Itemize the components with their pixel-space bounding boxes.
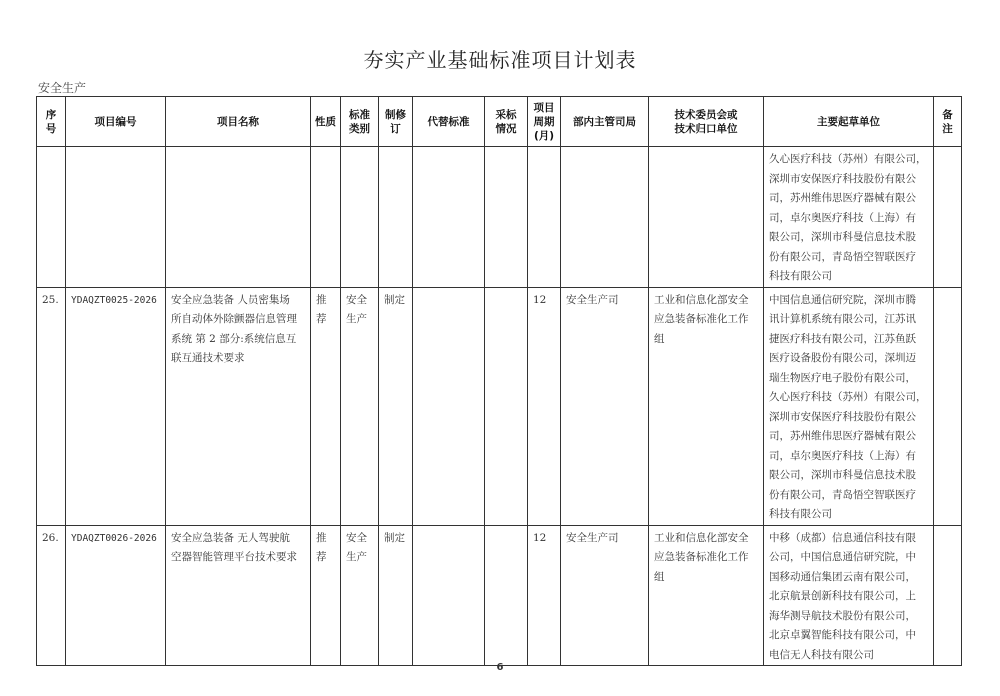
cell-no: 25. [37,287,66,525]
cell-replace [413,147,485,288]
cell-no [37,147,66,288]
header-no: 序 号 [37,97,66,147]
table-header-row [37,97,962,147]
cell-nature [311,147,341,288]
header-committee: 技术委员会或 技术归口单位 [649,97,764,147]
cell-remark [934,525,962,666]
cell-code [66,147,166,288]
cell-dept: 安全生产司 [561,287,649,525]
cell-revision [379,147,413,288]
cell-adopt [485,525,528,666]
header-revision: 制修 订 [379,97,413,147]
cell-no: 26. [37,525,66,666]
table-row [37,147,962,288]
cell-drafters: 中移（成都）信息通信科技有限 公司，中国信息通信研究院，中 国移动通信集团云南有限公司， 北京航景创新科技有限公司，上 海华测导航技术股份有限公司， 北京卓翼智能科技有限公司，中 电信无人科技有限公司 [764,525,934,666]
header-nature: 性质 [311,97,341,147]
cell-adopt [485,287,528,525]
header-code: 项目编号 [66,97,166,147]
header-dept: 部内主管司局 [561,97,649,147]
cell-category: 安全 生产 [341,525,379,666]
cell-category [341,147,379,288]
cell-period: 12 [528,525,561,666]
cell-period: 12 [528,287,561,525]
table-row [37,287,962,525]
cell-committee: 工业和信息化部安全 应急装备标准化工作 组 [649,287,764,525]
cell-revision: 制定 [379,525,413,666]
cell-category: 安全 生产 [341,287,379,525]
header-adopt: 采标 情况 [485,97,528,147]
cell-revision: 制定 [379,287,413,525]
cell-remark [934,287,962,525]
cell-period [528,147,561,288]
header-name: 项目名称 [166,97,311,147]
header-drafters: 主要起草单位 [764,97,934,147]
cell-remark [934,147,962,288]
header-remark: 备 注 [934,97,962,147]
header-replace: 代替标准 [413,97,485,147]
cell-nature: 推荐 [311,287,341,525]
cell-dept: 安全生产司 [561,525,649,666]
header-period: 项目 周期 (月) [528,97,561,147]
page-number: 6 [496,662,504,673]
cell-code: YDAQZT0025-2026 [66,287,166,525]
cell-name: 安全应急装备 无人驾驶航 空器智能管理平台技术要求 [166,525,311,666]
table-row [37,525,962,666]
cell-adopt [485,147,528,288]
cell-replace [413,525,485,666]
cell-drafters: 中国信息通信研究院，深圳市腾 讯计算机系统有限公司，江苏讯 捷医疗科技有限公司，江苏鱼跃 医疗设备股份有限公司，深圳迈 瑞生物医疗电子股份有限公司， 久心医疗科技（苏州）有限公司， 深圳市安保医疗科技股份有限公 司，苏州维伟思医疗器械有限公 司，卓尔奥医疗科技（上海）有 限公司，深圳市科曼信息技术股 份有限公司，青岛悟空智联医疗 科技有限公司 [764,287,934,525]
cell-dept [561,147,649,288]
cell-drafters: 久心医疗科技（苏州）有限公司， 深圳市安保医疗科技股份有限公 司，苏州维伟思医疗器械有限公 司，卓尔奥医疗科技（上海）有 限公司，深圳市科曼信息技术股 份有限公司，青岛悟空智联医疗 科技有限公司 [764,147,934,288]
header-category: 标准 类别 [341,97,379,147]
section-label: 安全生产 [38,81,87,95]
cell-replace [413,287,485,525]
cell-committee: 工业和信息化部安全 应急装备标准化工作 组 [649,525,764,666]
project-plan-table [36,96,962,666]
cell-name [166,147,311,288]
cell-nature: 推荐 [311,525,341,666]
cell-committee [649,147,764,288]
cell-name: 安全应急装备 人员密集场 所自动体外除颤器信息管理 系统 第 2 部分:系统信息互 联互通技术要求 [166,287,311,525]
page-title: 夯实产业基础标准项目计划表 [363,48,637,72]
cell-code: YDAQZT0026-2026 [66,525,166,666]
